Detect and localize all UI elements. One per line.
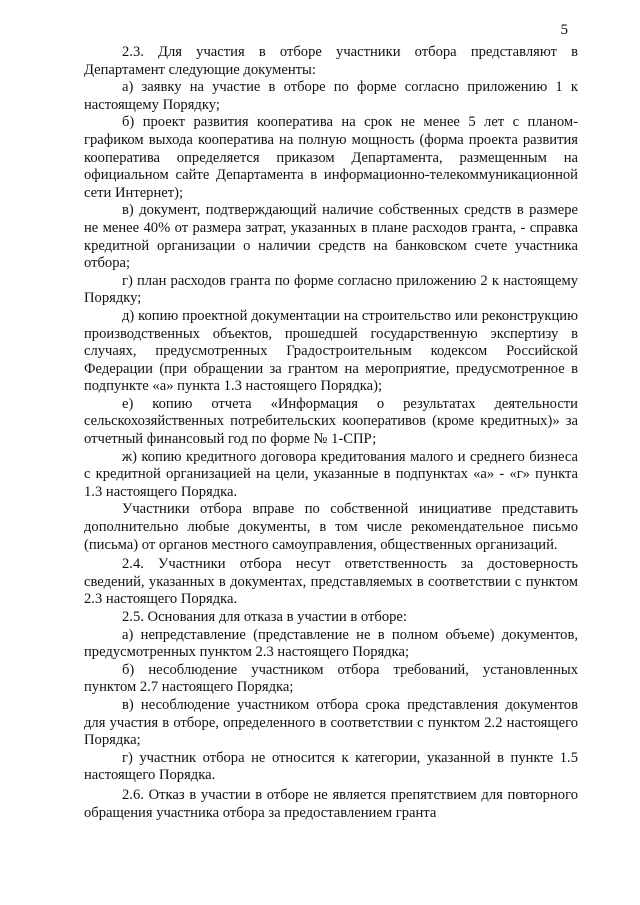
paragraph-2-3-g: г) план расходов гранта по форме согласно приложению 2 к настоящему Порядку; (84, 272, 578, 307)
paragraph-2-3: 2.3. Для участия в отборе участники отбора представляют в Департамент следующие документы: (84, 44, 578, 78)
paragraph-2-6: 2.6. Отказ в участии в отборе не является препятствием для повторного обращения участника отбора за предоставлением гранта (84, 786, 578, 821)
paragraph-2-3-zh: ж) копию кредитного договора кредитования малого и среднего бизнеса с кредитной организацией на цели, указанные в подпунктах «а» - «г» пункта 1.3 настоящего Порядка. (84, 448, 578, 500)
paragraph-2-3-v: в) документ, подтверждающий наличие собственных средств в размере не менее 40% от размера затрат, указанных в плане расходов гранта, - справка кредитной организации о наличии средств на банковском счете участника отбора; (84, 202, 578, 272)
paragraph-2-3-b: б) проект развития кооператива на срок не менее 5 лет с планом-графиком выхода кооператива на полную мощность (форма проекта развития кооператива определяется приказом Департамента, размещенным на официальном сайте Департамента в информационно-телекоммуникационной сети Интернет); (84, 114, 578, 201)
paragraph-additional-documents: Участники отбора вправе по собственной инициативе представить дополнительно любые документы, в том числе рекомендательное письмо (письма) от органов местного самоуправления, общественных организаций. (84, 501, 578, 553)
paragraph-2-3-a: а) заявку на участие в отборе по форме согласно приложению 1 к настоящему Порядку; (84, 79, 578, 113)
paragraph-2-3-e: е) копию отчета «Информация о результатах деятельности сельскохозяйственных потребительских кооперативов (кроме кредитных)» за отчетный финансовый год по форме № 1-СПР; (84, 395, 578, 448)
paragraph-2-5-a: а) непредставление (представление не в полном объеме) документов, предусмотренных пунктом 2.3 настоящего Порядка; (84, 626, 578, 661)
document-body (84, 44, 578, 822)
paragraph-2-5-v: в) несоблюдение участником отбора срока представления документов для участия в отборе, определенного в соответствии с пунктом 2.2 настоящего Порядка; (84, 696, 578, 749)
paragraph-2-4: 2.4. Участники отбора несут ответственность за достоверность сведений, указанных в документах, представляемых в соответствии с пунктом 2.3 настоящего Порядка. (84, 556, 578, 608)
paragraph-2-5-g: г) участник отбора не относится к категории, указанной в пункте 1.5 настоящего Порядка. (84, 749, 578, 784)
page-number: 5 (560, 22, 568, 38)
paragraph-2-5-b: б) несоблюдение участником отбора требований, установленных пунктом 2.7 настоящего Порядка; (84, 661, 578, 696)
paragraph-2-5: 2.5. Основания для отказа в участии в отборе: (122, 609, 407, 625)
paragraph-2-3-d: д) копию проектной документации на строительство или реконструкцию производственных объектов, прошедшей государственную экспертизу в случаях, предусмотренных Градостроительным кодексом Российской Федерации (при обращении за грантом на мероприятие, предусмотренное в подпункте «а» пункта 1.3 настоящего Порядка); (84, 307, 578, 395)
